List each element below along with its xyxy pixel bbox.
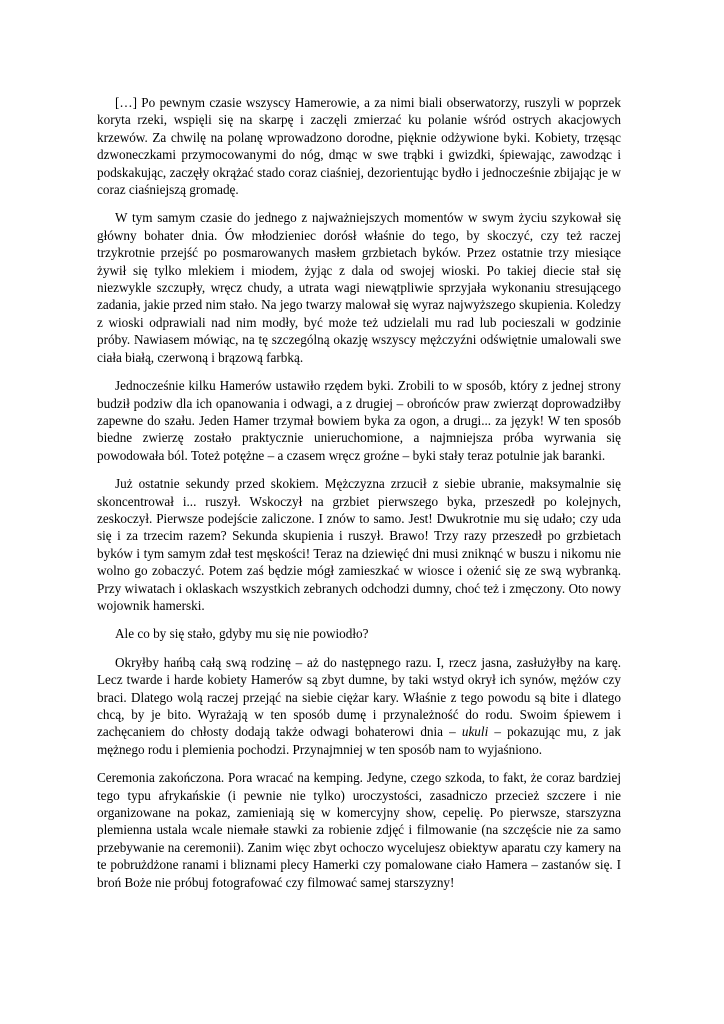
paragraph-6-text-before: Okryłby hańbą całą swą rodzinę – aż do następnego razu. I, rzecz jasna, zasłużyłby na karę. Lecz twarde i harde kobiety Hamerów są zbyt dumne, by taki wstyd okrył ich synów, mężów czy braci. Dlatego wolą raczej przejąć na siebie ciężar kary. Właśnie z tego powodu są bite i dlatego chcą, by je bito. Wyrażają w ten sposób dumę i przynależność do rodu. Swoim śpiewem i zachęcaniem do chłosty dodają także odwagi bohaterowi dnia – [97,654,621,740]
paragraph-7: Ceremonia zakończona. Pora wracać na kemping. Jedyne, czego szkoda, to fakt, że coraz bardziej tego typu afrykańskie (i pewnie nie tylko) uroczystości, zasadniczo przecież szczere i nie organizowane na pokaz, zamieniają się w komercyjny show, cepelię. Po pierwsze, starszyzna plemienna ustala wcale niemałe stawki za robienie zdjęć i filmowanie (na szczęście nie za samo przebywanie na ceremonii). Zanim więc zbyt ochoczo wycelujesz obiektyw aparatu czy kamery na te pobrużdżone ranami i bliznami plecy Hamerki czy pomalowane ciało Hamera – zastanów się. I broń Boże nie próbuj fotografować czy filmować samej starszyzny! [97,770,621,890]
paragraph-3: Jednocześnie kilku Hamerów ustawiło rzędem byki. Zrobili to w sposób, który z jednej strony budził podziw dla ich opanowania i odwagi, a z drugiej – obrońców praw zwierząt doprowadziłby zapewne do szału. Jeden Hamer trzymał bowiem byka za ogon, a drugi... za język! W ten sposób biedne zwierzę zostało praktycznie unieruchomione, a najmniejsza próba wyrwania się powodowała ból. Toteż potężne – a czasem wręcz groźne – byki stały teraz potulnie jak baranki. [97,378,621,463]
paragraph-2: W tym samym czasie do jednego z najważniejszych momentów w swym życiu szykował się główny bohater dnia. Ów młodzieniec dorósł właśnie do tego, by skoczyć, czy też raczej trzykrotnie przejść po posmarowanych masłem grzbietach byków. Przez ostatnie trzy miesiące żywił się tylko mlekiem i miodem, żyjąc z dala od swojej wioski. Po takiej diecie stał się niezwykle szczupły, wręcz chudy, a utrata wagi niewątpliwie sprzyjała wykonaniu stresującego zadania, jakie przed nim stało. Na jego twarzy malował się wyraz najwyższego skupienia. Koledzy z wioski odprawiali nad nim modły, być może też udzielali mu rad lub pocieszali w godzinie próby. Nawiasem mówiąc, na tę szczególną okazję wszyscy mężczyźni odświętnie umalowali swe ciała białą, czerwoną i brązową farbką. [97,210,621,365]
paragraph-1: […] Po pewnym czasie wszyscy Hamerowie, a za nimi biali obserwatorzy, ruszyli w poprzek koryta rzeki, wspięli się na skarpę i zaczęli zmierzać ku polanie wśród ostrych akacjowych krzewów. Za chwilę na polanę wprowadzono dorodne, pięknie odżywione byki. Kobiety, trzęsąc dzwoneczkami przymocowanymi do nóg, dmąc w swe trąbki i gwizdki, śpiewając, zawodząc i podskakując, zaczęły okrążać stado coraz ciaśniej, dezorientując bydło i jednocześnie zbijając je w coraz ciaśniejszą gromadę. [97,95,621,198]
paragraph-6 [97,654,621,758]
paragraph-6-text-after: – pokazując mu, z jak mężnego rodu i plemienia pochodzi. Przynajmniej w ten sposób nam to wyjaśniono. [97,724,621,757]
paragraph-4: Już ostatnie sekundy przed skokiem. Mężczyzna zrzucił z siebie ubranie, maksymalnie się skoncentrował i... ruszył. Wskoczył na grzbiet pierwszego byka, przeszedł po kolejnych, zeskoczył. Pierwsze podejście zaliczone. I znów to samo. Jest! Dwukrotnie mu się udało; czy uda się i za trzecim razem? Sekunda skupienia i ruszył. Brawo! Trzy razy przeszedł po grzbietach byków i tym samym zdał test męskości! Teraz na dziewięć dni musi zniknąć w buszu i nikomu nie wolno go zobaczyć. Potem zaś będzie mógł zamieszkać w wiosce i ożenić się ze swą wybranką. Przy wiwatach i oklaskach wszystkich zebranych odchodzi dumny, choć też i zmęczony. Oto nowy wojownik hamerski. [97,476,621,613]
paragraph-5: Ale co by się stało, gdyby mu się nie powiodło? [115,626,369,642]
paragraph-6-italic-term: ukuli [461,724,489,740]
